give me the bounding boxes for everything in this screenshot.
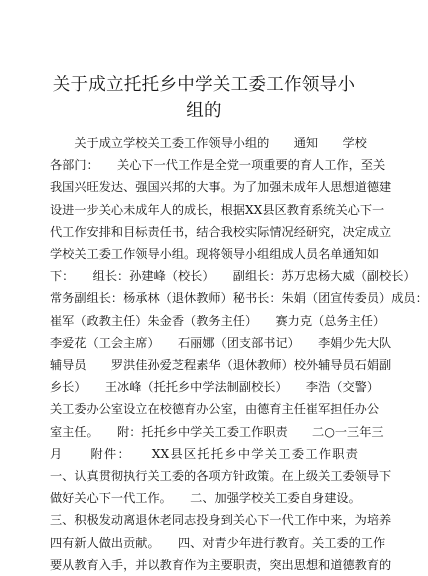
body-line: 四有新人做出贡献。 四、对青少年进行教育。关工委的工作 (50, 535, 386, 550)
body-line: 常务副组长：杨承林（退休教师）秘书长：朱娟（团宣传委员）成员： (50, 291, 428, 306)
body-line: 月 附件： XX县区托托乡中学关工委工作职责 (50, 446, 358, 461)
body-line: 三、积极发动离退休老同志投身到关心下一代工作中来，为培养 (50, 513, 392, 528)
body-line: 下： 组长：孙建峰（校长） 副组长：苏万忠杨大威（副校长） (50, 269, 416, 284)
body-line: 辅导员 罗洪佳孙爱芝程素华（退休教师）校外辅导员石娟副 (50, 358, 392, 373)
body-line: 李爱花（工会主席） 石丽娜（团支部书记） 李娟少先大队 (50, 335, 392, 350)
body-line: 要从教育入手，并以教育作为主要职责，突出思想和道德教育的 (50, 557, 392, 572)
body-line: 崔军（政教主任）朱金香（教务主任） 赛力克（总务主任） (50, 313, 386, 328)
body-line: 一、认真贯彻执行关工委的各项方针政策。在上级关工委领导下 (50, 469, 392, 484)
body-line: 各部门： 关心下一代工作是全党一项重要的育人工作，至关 (50, 158, 386, 173)
body-line: 设进一步关心未成年人的成长，根据XX县区教育系统关心下一 (50, 202, 385, 217)
body-line: 乡长） 王冰峰（托托乡中学法制副校长） 李浩（交警） (50, 380, 380, 395)
body-line: 学校关工委工作领导小组。现将领导小组组成人员名单通知如 (50, 247, 380, 262)
body-line: 做好关心下一代工作。 二、加强学校关工委自身建设。 (50, 491, 361, 506)
body-line: 代工作安排和目标责任书，结合我校实际情况经研究，决定成立 (50, 224, 392, 239)
body-line: 我国兴旺发达、强国兴邦的大事。为了加强未成年人思想道德建 (50, 180, 392, 195)
body-line: 关于成立学校关工委工作领导小组的 通知 学校 (50, 136, 367, 150)
body-line: 关工委办公室设立在校德育办公室，由德育主任崔军担任办公 (50, 402, 380, 417)
body-line: 室主任。 附：托托乡中学关工委工作职责 二○一三年三 (50, 424, 384, 439)
document-title: 关于成立托托乡中学关工委工作领导小组的 (52, 75, 356, 121)
document-body (50, 132, 428, 576)
